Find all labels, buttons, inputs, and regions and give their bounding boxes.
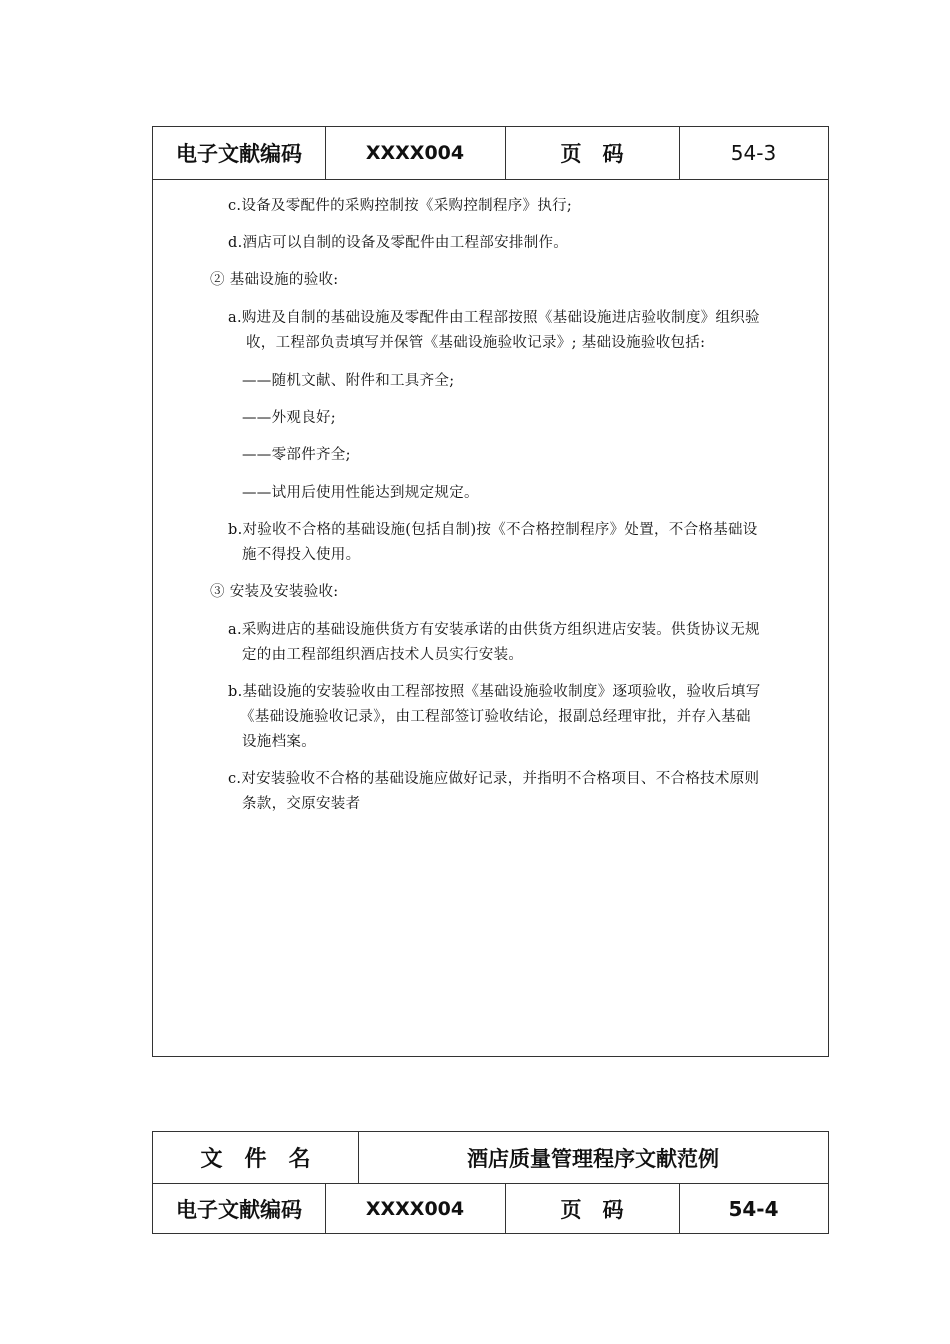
code-value: XXXX004: [365, 1197, 465, 1220]
code-label: 电子文献编码: [176, 142, 302, 166]
body-line: b.对验收不合格的基础设施(包括自制)按《不合格控制程序》处置，不合格基础设: [228, 522, 758, 538]
section-heading: ③ 安装及安装验收:: [210, 584, 339, 600]
bullet-line: ——试用后使用性能达到规定规定。: [242, 485, 479, 501]
page-label: 页 码: [560, 1197, 624, 1222]
page-frame-bottom: [152, 1131, 829, 1234]
file-name-value: 酒店质量管理程序文献范例: [467, 1146, 719, 1171]
section-heading: ② 基础设施的验收:: [210, 272, 339, 288]
page-number: 54-4: [728, 1196, 779, 1221]
code-value: XXXX004: [365, 142, 465, 164]
bullet-line: ——零部件齐全;: [242, 447, 351, 463]
body-line: c.设备及零配件的采购控制按《采购控制程序》执行;: [228, 198, 573, 214]
page-number: 54-3: [730, 141, 777, 165]
page-label: 页 码: [560, 142, 624, 166]
body-line: d.酒店可以自制的设备及零配件由工程部安排制作。: [228, 235, 569, 251]
bullet-line: ——随机文献、附件和工具齐全;: [242, 373, 455, 389]
file-name-label: 文 件 名: [200, 1147, 311, 1172]
code-label: 电子文献编码: [176, 1197, 302, 1222]
body-line: 《基础设施验收记录》，由工程部签订验收结论，报副总经理审批，并存入基础: [240, 709, 751, 725]
bullet-line: ——外观良好;: [242, 410, 336, 426]
body-line: 条款，交原安装者: [242, 796, 361, 812]
header-divider: [153, 179, 828, 180]
header-row: [153, 127, 828, 179]
body-line: 收，工程部负责填写并保管《基础设施验收记录》; 基础设施验收包括:: [246, 335, 706, 351]
body-line: a.采购进店的基础设施供货方有安装承诺的由供货方组织进店安装。供货协议无规: [228, 622, 760, 638]
body-line: 设施档案。: [242, 734, 316, 750]
header-row: [153, 1184, 828, 1233]
body-line: b.基础设施的安装验收由工程部按照《基础设施验收制度》逐项验收，验收后填写: [228, 684, 761, 700]
file-name-row: [153, 1132, 828, 1183]
body-line: 定的由工程部组织酒店技术人员实行安装。: [242, 647, 524, 663]
body-line: c.对安装验收不合格的基础设施应做好记录，并指明不合格项目、不合格技术原则: [228, 771, 760, 787]
body-line: a.购进及自制的基础设施及零配件由工程部按照《基础设施进店验收制度》组织验: [228, 310, 760, 326]
body-line: 施不得投入使用。: [242, 547, 361, 563]
